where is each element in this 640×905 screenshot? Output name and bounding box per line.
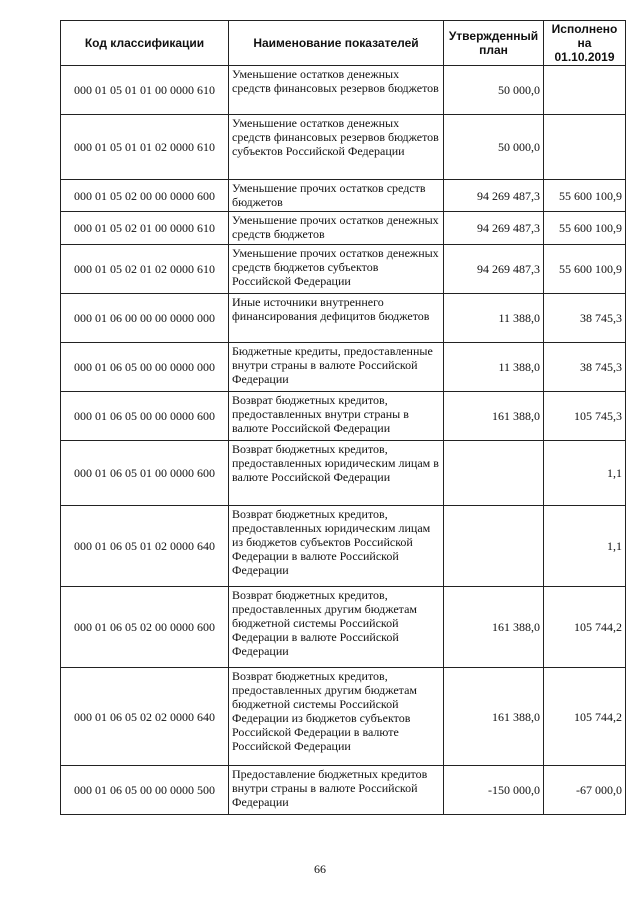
indicator-name-cell: Возврат бюджетных кредитов, предоставленных юридическим лицам из бюджетов субъектов Российской Федерации в валюте Российской Федерации (229, 506, 444, 587)
table-row (61, 245, 626, 294)
table-row (61, 506, 626, 587)
indicator-name-cell: Иные источники внутреннего финансирования дефицитов бюджетов (229, 294, 444, 343)
indicator-name-cell: Возврат бюджетных кредитов, предоставленных другим бюджетам бюджетной системы Российской Федерации из бюджетов субъектов Российской Федерации в валюте Российской Федерации (229, 668, 444, 766)
table-row (61, 294, 626, 343)
header-classification-code: Код классификации (61, 21, 229, 66)
executed-cell (544, 66, 626, 115)
executed-cell: 38 745,3 (544, 294, 626, 343)
header-executed (544, 21, 626, 66)
approved-plan-cell: 94 269 487,3 (444, 245, 544, 294)
indicator-name-cell: Возврат бюджетных кредитов, предоставленных внутри страны в валюте Российской Федерации (229, 392, 444, 441)
classification-code-cell: 000 01 06 05 01 00 0000 600 (61, 441, 229, 506)
approved-plan-cell: -150 000,0 (444, 766, 544, 815)
executed-cell: 1,1 (544, 506, 626, 587)
table-row (61, 392, 626, 441)
header-approved-plan (444, 21, 544, 66)
classification-code-cell: 000 01 06 05 00 00 0000 500 (61, 766, 229, 815)
approved-plan-cell (444, 441, 544, 506)
executed-cell: 105 745,3 (544, 392, 626, 441)
approved-plan-cell: 11 388,0 (444, 343, 544, 392)
table-row (61, 441, 626, 506)
executed-cell: 105 744,2 (544, 587, 626, 668)
table-header-row (61, 21, 626, 66)
header-executed-line1: Исполнено (551, 22, 618, 36)
approved-plan-cell (444, 506, 544, 587)
header-approved-plan-line2: план (479, 43, 508, 57)
approved-plan-cell: 11 388,0 (444, 294, 544, 343)
approved-plan-cell: 94 269 487,3 (444, 180, 544, 212)
indicator-name-cell: Уменьшение прочих остатков денежных средств бюджетов субъектов Российской Федерации (229, 245, 444, 294)
classification-code-cell: 000 01 06 05 00 00 0000 000 (61, 343, 229, 392)
indicator-name-cell: Возврат бюджетных кредитов, предоставленных другим бюджетам бюджетной системы Российской Федерации в валюте Российской Федерации (229, 587, 444, 668)
indicator-name-cell: Уменьшение остатков денежных средств финансовых резервов бюджетов субъектов Российской Федерации (229, 115, 444, 180)
table-row (61, 212, 626, 245)
header-indicator-name: Наименование показателей (229, 21, 444, 66)
classification-code-cell: 000 01 06 05 02 02 0000 640 (61, 668, 229, 766)
indicator-name-cell: Уменьшение прочих остатков средств бюджетов (229, 180, 444, 212)
table-row (61, 115, 626, 180)
page-number: 66 (314, 862, 326, 876)
executed-cell: 105 744,2 (544, 668, 626, 766)
executed-cell: -67 000,0 (544, 766, 626, 815)
executed-cell (544, 115, 626, 180)
table-row (61, 180, 626, 212)
approved-plan-cell: 161 388,0 (444, 392, 544, 441)
executed-cell: 1,1 (544, 441, 626, 506)
indicator-name-cell: Предоставление бюджетных кредитов внутри страны в валюте Российской Федерации (229, 766, 444, 815)
classification-code-cell: 000 01 06 05 02 00 0000 600 (61, 587, 229, 668)
classification-code-cell: 000 01 06 00 00 00 0000 000 (61, 294, 229, 343)
table-row (61, 343, 626, 392)
table-row (61, 766, 626, 815)
table-row (61, 587, 626, 668)
indicator-name-cell: Уменьшение прочих остатков денежных средств бюджетов (229, 212, 444, 245)
approved-plan-cell: 50 000,0 (444, 66, 544, 115)
approved-plan-cell: 50 000,0 (444, 115, 544, 180)
indicator-name-cell: Уменьшение остатков денежных средств финансовых резервов бюджетов (229, 66, 444, 115)
approved-plan-cell: 161 388,0 (444, 668, 544, 766)
approved-plan-cell: 161 388,0 (444, 587, 544, 668)
header-approved-plan-line1: Утвержденный (448, 29, 539, 43)
indicator-name-cell: Бюджетные кредиты, предоставленные внутри страны в валюте Российской Федерации (229, 343, 444, 392)
classification-code-cell: 000 01 05 02 01 02 0000 610 (61, 245, 229, 294)
classification-code-cell: 000 01 05 02 00 00 0000 600 (61, 180, 229, 212)
executed-cell: 38 745,3 (544, 343, 626, 392)
classification-code-cell: 000 01 05 02 01 00 0000 610 (61, 212, 229, 245)
executed-cell: 55 600 100,9 (544, 245, 626, 294)
classification-code-cell: 000 01 06 05 01 02 0000 640 (61, 506, 229, 587)
classification-code-cell: 000 01 05 01 01 02 0000 610 (61, 115, 229, 180)
header-executed-line2: на 01.10.2019 (554, 36, 615, 64)
table-row (61, 668, 626, 766)
approved-plan-cell: 94 269 487,3 (444, 212, 544, 245)
executed-cell: 55 600 100,9 (544, 212, 626, 245)
executed-cell: 55 600 100,9 (544, 180, 626, 212)
indicator-name-cell: Возврат бюджетных кредитов, предоставленных юридическим лицам в валюте Российской Федерации (229, 441, 444, 506)
classification-code-cell: 000 01 06 05 00 00 0000 600 (61, 392, 229, 441)
classification-code-cell: 000 01 05 01 01 00 0000 610 (61, 66, 229, 115)
table-row (61, 66, 626, 115)
budget-sources-table (60, 20, 626, 815)
